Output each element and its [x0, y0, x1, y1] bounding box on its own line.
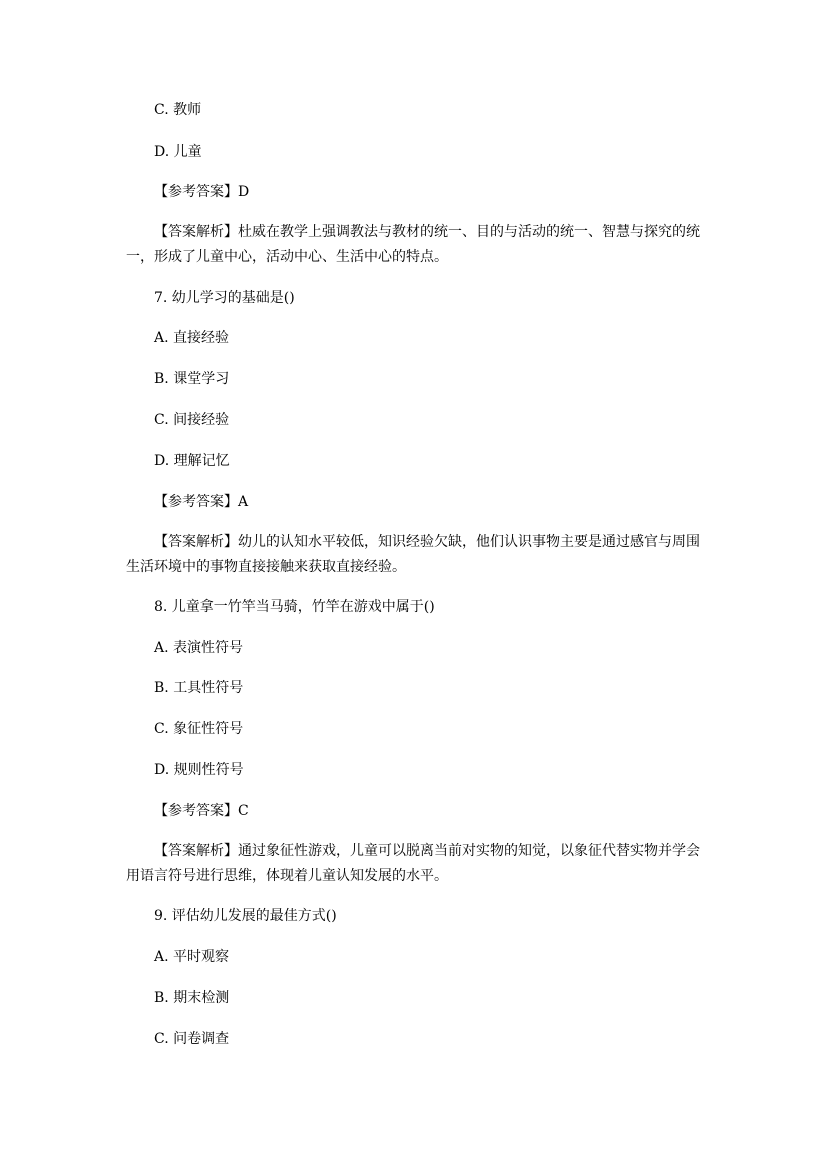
- question-8-option-a: A. 表演性符号: [154, 640, 244, 656]
- answer-explanation-8: 【答案解析】通过象征性游戏，儿童可以脱离当前对实物的知觉，以象征代替实物并学会用语言符号进行思维，体现着儿童认知发展的水平。: [126, 843, 700, 884]
- question-9-option-a: A. 平时观察: [154, 949, 230, 965]
- question-7-option-d: D. 理解记忆: [154, 453, 230, 469]
- question-8: 8. 儿童拿一竹竿当马骑，竹竿在游戏中属于(): [154, 599, 435, 615]
- question-8-option-c: C. 象征性符号: [154, 721, 244, 737]
- reference-answer-6: 【参考答案】D: [154, 184, 250, 200]
- question-9-option-b: B. 期末检测: [154, 990, 230, 1006]
- question-8-option-b: B. 工具性符号: [154, 680, 244, 696]
- answer-explanation-7: 【答案解析】幼儿的认知水平较低，知识经验欠缺，他们认识事物主要是通过感官与周围生活环境中的事物直接接触来获取直接经验。: [126, 534, 700, 575]
- option-d-child: D. 儿童: [154, 144, 202, 160]
- question-7-option-c: C. 间接经验: [154, 412, 230, 428]
- option-c-teacher: C. 教师: [154, 102, 202, 118]
- answer-explanation-6: 【答案解析】杜威在教学上强调教法与教材的统一、目的与活动的统一、智慧与探究的统一，形成了儿童中心，活动中心、生活中心的特点。: [126, 224, 700, 265]
- question-7-option-b: B. 课堂学习: [154, 371, 230, 387]
- question-7: 7. 幼儿学习的基础是(): [154, 290, 295, 306]
- question-9: 9. 评估幼儿发展的最佳方式(): [154, 908, 337, 924]
- reference-answer-8: 【参考答案】C: [154, 803, 249, 819]
- reference-answer-7: 【参考答案】A: [154, 494, 249, 510]
- question-8-option-d: D. 规则性符号: [154, 762, 244, 778]
- question-9-option-c: C. 问卷调查: [154, 1031, 230, 1047]
- question-7-option-a: A. 直接经验: [154, 330, 230, 346]
